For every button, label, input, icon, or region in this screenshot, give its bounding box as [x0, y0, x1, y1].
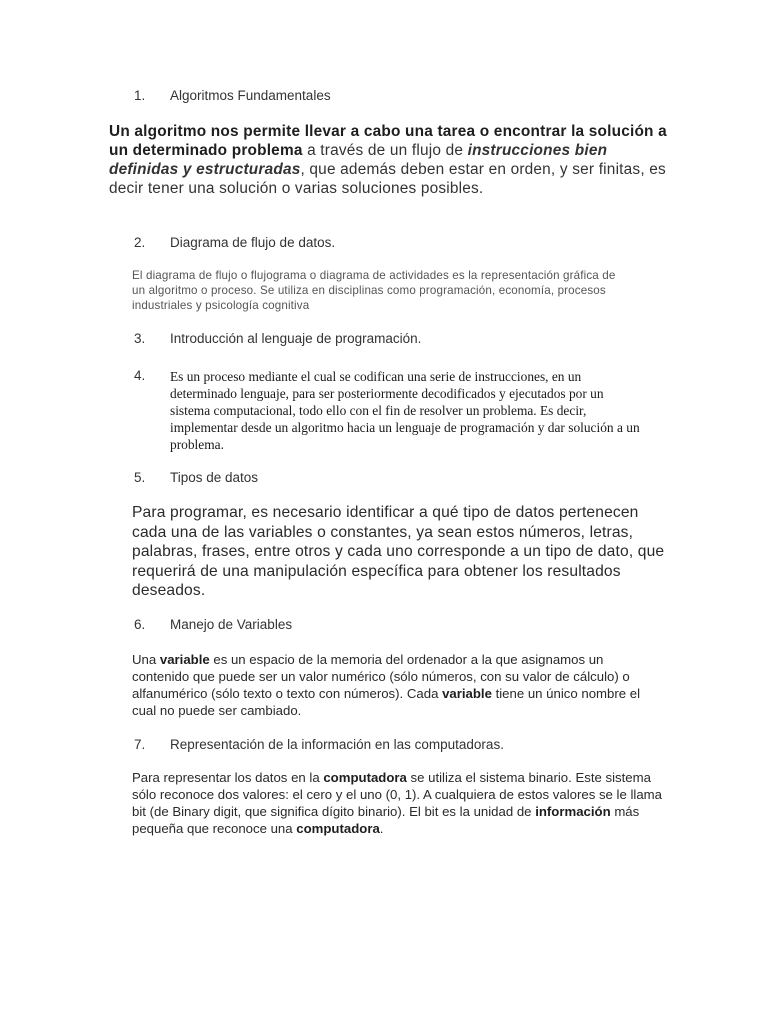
heading-5-title: Tipos de datos	[170, 470, 259, 485]
heading-3-number: 3.	[134, 331, 146, 346]
heading-7-title: Representación de la información en las computadoras.	[170, 737, 504, 752]
heading-6	[134, 617, 292, 632]
paragraph-6-text-c: tiene un único nombre el cual no puede ser cambiado.	[132, 686, 641, 718]
paragraph-6-bold-a: variable	[159, 652, 210, 667]
heading-3	[134, 331, 421, 346]
paragraph-5: Para programar, es necesario identificar a qué tipo de datos pertenecen cada una de las variables o constantes, ya sean estos números, letras, palabras, frases, entre otros y cada uno corresponde a un tipo de dato, que requerirá de una manipulación específica para obtener los resultados deseados.	[132, 504, 665, 599]
heading-1-title: Algoritmos Fundamentales	[170, 88, 331, 103]
heading-1-number: 1.	[134, 88, 146, 103]
paragraph-1-text-a: a través de un flujo de	[302, 142, 468, 159]
paragraph-6-bold-b: variable	[442, 686, 492, 701]
heading-6-title: Manejo de Variables	[170, 617, 293, 632]
paragraph-1	[109, 122, 669, 198]
heading-2-title: Diagrama de flujo de datos.	[170, 235, 336, 250]
paragraph-1-bold: Un algoritmo nos permite llevar a cabo una tarea o encontrar la solución a un determinado problema	[109, 123, 667, 159]
heading-6-number: 6.	[134, 617, 146, 632]
paragraph-7-bold-b: información	[535, 804, 611, 819]
item-4-number: 4.	[134, 368, 146, 383]
heading-5	[134, 470, 258, 485]
heading-1	[134, 88, 331, 103]
paragraph-4: Es un proceso mediante el cual se codifican una serie de instrucciones, en un determinado lenguaje, para ser posteriormente decodificados y ejecutados por un sistema computacional, todo ello con el fin de resolver un problema. Es decir, implementar desde un algoritmo hacia un lenguaje de programación y dar solución a un problema.	[170, 369, 640, 452]
heading-2-number: 2.	[134, 235, 146, 250]
heading-7-number: 7.	[134, 737, 146, 752]
paragraph-1-bold-italic: instrucciones bien definidas y estructuradas	[109, 142, 608, 178]
paragraph-7-text-c: más pequeña que reconoce una	[132, 804, 640, 836]
paragraph-1-text-b: , que además deben estar en orden, y ser finitas, es decir tener una solución o varias soluciones posibles.	[109, 161, 666, 197]
paragraph-2: El diagrama de flujo o flujograma o diagrama de actividades es la representación gráfica de un algoritmo o proceso. Se utiliza en disciplinas como programación, economía, procesos industriales y psicología cognitiva	[132, 269, 616, 312]
item-4	[134, 368, 640, 453]
paragraph-6-text-b: es un espacio de la memoria del ordenador a la que asignamos un contenido que puede ser un valor numérico (sólo números, con su valor de cálculo) o alfanumérico (sólo texto o texto con números). Cada	[132, 652, 630, 701]
paragraph-7-text-d: .	[379, 821, 384, 836]
paragraph-7-text-a: Para representar los datos en la	[132, 770, 324, 785]
paragraph-7-text-b: se utiliza el sistema binario. Este sistema sólo reconoce dos valores: el cero y el uno (0, 1). A cualquiera de estos valores se le llama bit (de Binary digit, que significa dígito binario). El bit es la unidad de	[132, 770, 662, 819]
paragraph-7-bold-c: computadora	[296, 821, 380, 836]
heading-7	[134, 737, 504, 752]
heading-2	[134, 235, 335, 250]
paragraph-7	[132, 769, 672, 837]
paragraph-6-text-a: Una	[132, 652, 160, 667]
paragraph-7-bold-a: computadora	[323, 770, 407, 785]
heading-5-number: 5.	[134, 470, 146, 485]
paragraph-6	[132, 651, 652, 719]
heading-3-title: Introducción al lenguaje de programación.	[170, 331, 422, 346]
